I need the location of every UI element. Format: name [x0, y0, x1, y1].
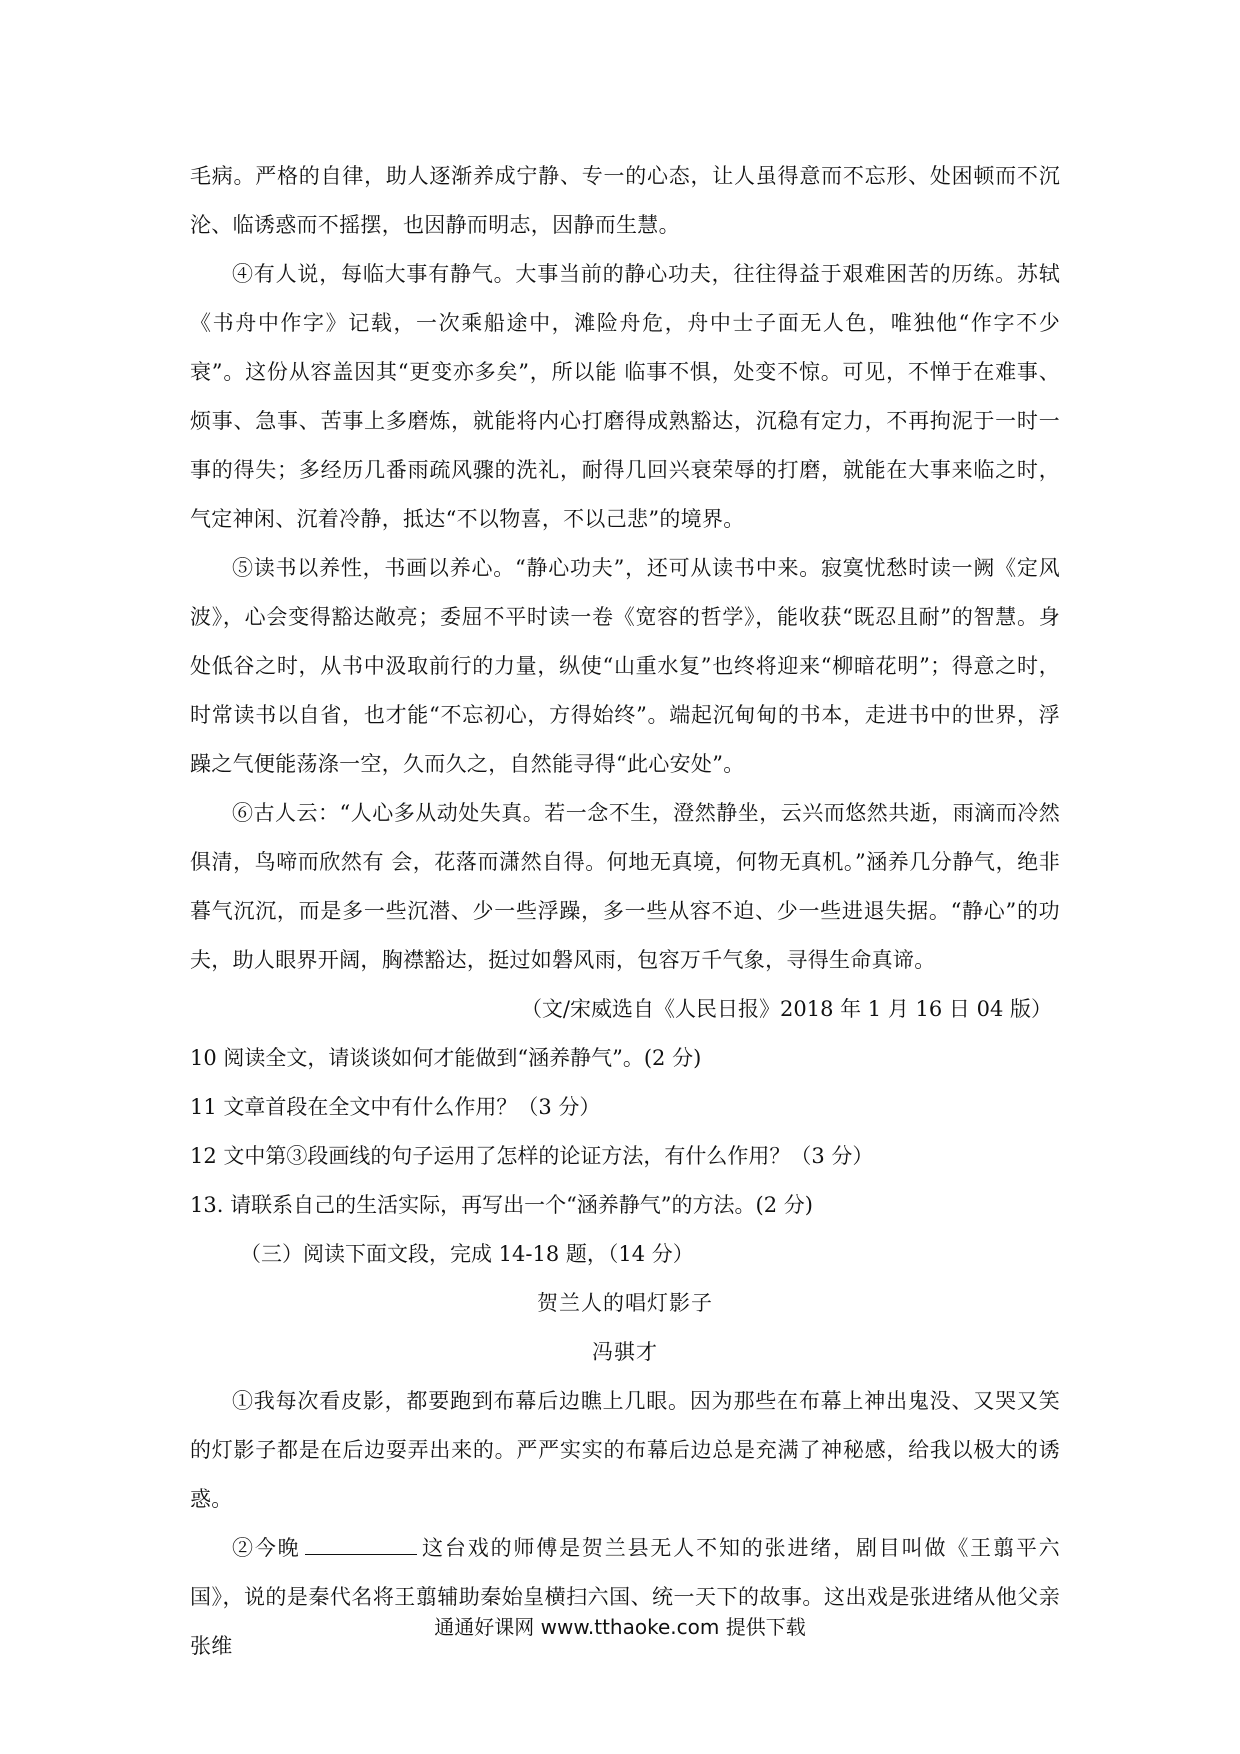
- document-body: [190, 152, 1060, 1671]
- paragraph-5: ⑤读书以养性，书画以养心。“静心功夫”，还可从读书中来。寂寞忧愁时读一阙《定风波》，心会变得豁达敞亮；委屈不平时读一卷《宽容的哲学》，能收获“既忍且耐”的智慧。身处低谷之时，从书中汲取前行的力量，纵使“山重水复”也终将迎来“柳暗花明”；得意之时，时常读书以自省，也才能“不忘初心，方得始终”。端起沉甸甸的书本，走进书中的世界，浮躁之气便能荡涤一空，久而久之，自然能寻得“此心安处”。: [190, 556, 1060, 776]
- question-10: 10 阅读全文，请谈谈如何才能做到“涵养静气”。(2 分): [190, 1046, 702, 1070]
- question-13: 13. 请联系自己的生活实际，再写出一个“涵养静气”的方法。(2 分): [190, 1193, 813, 1217]
- story-paragraph-2-start: ②今晚: [232, 1536, 301, 1560]
- question-11: 11 文章首段在全文中有什么作用？（3 分）: [190, 1095, 601, 1119]
- fill-in-blank: [305, 1534, 417, 1555]
- article-source: （文/宋威选自《人民日报》2018 年 1 月 16 日 04 版）: [520, 997, 1052, 1021]
- paragraph-3-continued: 毛病。严格的自律，助人逐渐养成宁静、专一的心态，让人虽得意而不忘形、处困顿而不沉沦、临诱惑而不摇摆，也因静而明志，因静而生慧。: [190, 164, 1060, 237]
- question-12: 12 文中第③段画线的句子运用了怎样的论证方法，有什么作用？（3 分）: [190, 1144, 874, 1168]
- section-three-heading: （三）阅读下面文段，完成 14-18 题，（14 分）: [240, 1242, 694, 1266]
- story-paragraph-2-rest: 这台戏的师傅是贺兰县无人不知的张进绪，剧目叫做《王翦平六国》，说的是秦代名将王翦辅助秦始皇横扫六国、统一天下的故事。这出戏是张进绪从他父亲张维: [190, 1536, 1060, 1658]
- story-paragraph-1: ①我每次看皮影，都要跑到布幕后边瞧上几眼。因为那些在布幕上神出鬼没、又哭又笑的灯影子都是在后边耍弄出来的。严严实实的布幕后边总是充满了神秘感，给我以极大的诱惑。: [190, 1389, 1060, 1511]
- story-author: 冯骐才: [592, 1340, 658, 1364]
- page-footer: 通通好课网 www.tthaoke.com 提供下载: [434, 1615, 806, 1639]
- paragraph-6: ⑥古人云：“人心多从动处失真。若一念不生，澄然静坐，云兴而悠然共逝，雨滴而冷然俱清，鸟啼而欣然有 会，花落而潇然自得。何地无真境，何物无真机。”涵养几分静气，绝非暮气沉沉，而是多一些沉潜、少一些浮躁，多一些从容不迫、少一些进退失据。“静心”的功夫，助人眼界开阔，胸襟豁达，挺过如磐风雨，包容万千气象，寻得生命真谛。: [190, 801, 1060, 972]
- story-title: 贺兰人的唱灯影子: [537, 1291, 713, 1315]
- paragraph-4: ④有人说，每临大事有静气。大事当前的静心功夫，往往得益于艰难困苦的历练。苏轼《书舟中作字》记载，一次乘船途中，滩险舟危，舟中士子面无人色，唯独他“作字不少衰”。这份从容盖因其“更变亦多矣”，所以能 临事不惧，处变不惊。可见，不惮于在难事、烦事、急事、苦事上多磨炼，就能将内心打磨得成熟豁达，沉稳有定力，不再拘泥于一时一事的得失；多经历几番雨疏风骤的洗礼，耐得几回兴衰荣辱的打磨，就能在大事来临之时，气定神闲、沉着冷静，抵达“不以物喜，不以己悲”的境界。: [190, 262, 1060, 531]
- story-paragraph-2: [190, 1524, 1060, 1671]
